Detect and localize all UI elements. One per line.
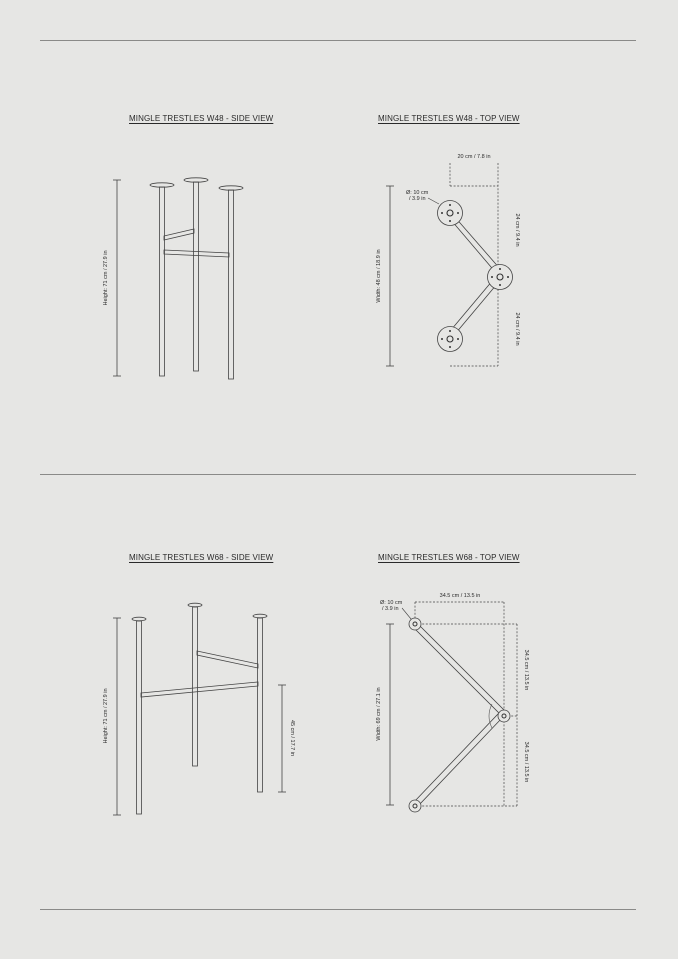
w48-side-view-title: MINGLE TRESTLES W48 - SIDE VIEW: [129, 114, 274, 123]
w68-diameter-label-unit: / 3.9 in: [382, 606, 399, 612]
w68-arm-lower-label: 34.5 cm / 13.5 in: [523, 741, 529, 783]
w68-height-label: Height: 71 cm / 27.9 in: [103, 688, 109, 744]
w48-arm-upper-label: 24 cm / 9.4 in: [514, 213, 520, 247]
w68-side-view-title: MINGLE TRESTLES W68 - SIDE VIEW: [129, 553, 274, 562]
w48-top-span-label: 20 cm / 7.8 in: [457, 154, 491, 160]
w48-diameter-label-unit: / 3.9 in: [409, 196, 426, 202]
w68-top-span-label: 34.5 cm / 13.5 in: [439, 593, 481, 599]
w68-disc-center: [498, 710, 510, 722]
w48-diameter-label: Ø: 10 cm: [406, 190, 429, 196]
w68-width-label: Width: 69 cm / 27.1 in: [376, 687, 382, 741]
w68-lower-arm: [414, 714, 502, 806]
w68-bar-height-label: 45 cm / 17.7 in: [289, 719, 295, 757]
w48-arm-lower-label: 24 cm / 9.4 in: [514, 312, 520, 346]
w68-angle-arc: [489, 704, 492, 728]
w68-arm-upper-label: 34.5 cm / 13.5 in: [523, 649, 529, 691]
w48-top-view-title: MINGLE TRESTLES W48 - TOP VIEW: [378, 114, 520, 123]
w68-disc-bottom: [409, 800, 421, 812]
w68-upper-arm: [414, 624, 506, 716]
w68-disc-top: [409, 618, 421, 630]
w68-top-view-title: MINGLE TRESTLES W68 - TOP VIEW: [378, 553, 520, 562]
w48-width-label: Width: 48 cm / 18.9 in: [376, 249, 382, 303]
w48-height-label: Height: 71 cm / 27.9 in: [103, 250, 109, 306]
w68-diameter-label: Ø: 10 cm: [380, 600, 403, 606]
